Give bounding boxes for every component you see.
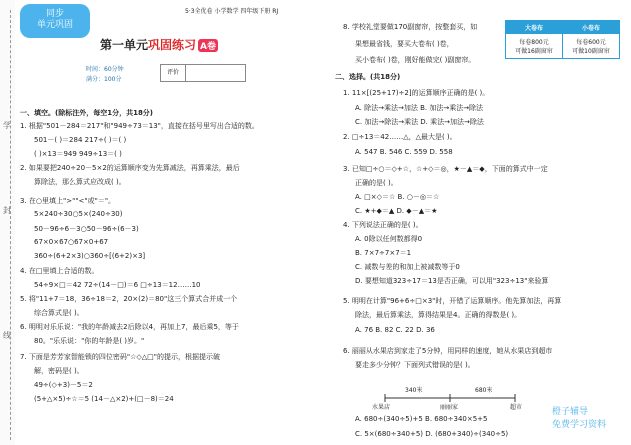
title-main: 第一单元 <box>100 38 149 52</box>
table-header: 小卷布 <box>563 21 620 34</box>
question-line: A. 680÷(340÷5)+5 B. 680÷340×5+5 <box>355 415 488 423</box>
section1-heading: 一、填空。(除标注外，每空1分，共18分) <box>20 109 154 117</box>
table-cell: 每卷600元 可做10副窗帘 <box>563 34 620 59</box>
book-info: 5·3全优卷 小学数学 四年级下册 RJ <box>185 8 279 15</box>
question-line: 8. 学校礼堂要做170副窗帘，按整套买，如 <box>343 23 478 31</box>
question-line: C. 5×(680÷340+5) D. (680+340)÷(340÷5) <box>355 430 509 438</box>
question-line: 2. 如果要把240÷20－5×2的运算顺序变为先算减法，再算乘法，最后 <box>20 164 240 172</box>
question-line: ( )×13＝949 949÷13＝( ) <box>34 150 122 158</box>
question-line: 4. 在□里填上合适的数。 <box>20 267 99 275</box>
question-line: 5×240÷30○5×(240÷30) <box>34 210 123 218</box>
question-line: 综合算式是( )。 <box>34 309 84 317</box>
question-line: 80。"乐乐说："你的年龄是( )岁。" <box>34 337 145 345</box>
question-line: 正确的是( )。 <box>355 179 398 187</box>
question-line: 5. 将"11+7＝18，36÷18＝2，20×(2)＝80"这三个算式合并成一个 <box>20 295 238 303</box>
question-line: B. 7×7÷7×7＝1 <box>355 249 412 257</box>
place-label: 水果店 <box>372 404 391 411</box>
distance-label: 340米 <box>405 387 423 394</box>
question-line: C. 减数与差的和加上被减数等于0 <box>355 263 460 271</box>
question-line: 501－( )＝284 217÷( )＝( ) <box>34 136 127 144</box>
question-line: 1. 11×[(25+17)÷2]的运算顺序正确的是( )。 <box>343 89 490 97</box>
question-line: 5. 明明在计算"96+6÷□×3"时，开错了运算顺序。他先算加法，再算 <box>343 297 562 305</box>
question-line: 50－96÷6－3○50－96÷(6－3) <box>34 225 139 233</box>
logo-line1: 同步 <box>45 9 64 19</box>
question-line: A. 547 B. 546 C. 559 D. 558 <box>355 148 453 156</box>
watermark-logo <box>552 406 628 440</box>
question-line: C. 加法→除法→乘法 D. 乘法→加法→除法 <box>355 118 484 126</box>
question-line: 4. 下列说法正确的是( )。 <box>343 221 423 229</box>
grade-label: 评价 <box>161 65 186 81</box>
time-info: 时间：60分钟 <box>86 66 124 73</box>
binding-margin <box>0 0 15 445</box>
question-line: 除法，最后算乘法，算得结果是4。正确的得数是( )。 <box>355 311 522 319</box>
table-header: 大卷布 <box>506 21 563 34</box>
question-line: 67×0×67○67×0+67 <box>34 238 109 246</box>
watermark-line2: 免费学习资料 <box>552 420 607 430</box>
series-logo <box>20 4 90 38</box>
question-line: 54÷9×□＝42 72÷(14－□)＝6 □÷13＝12……10 <box>34 281 201 289</box>
distance-label: 680米 <box>475 387 493 394</box>
question-line: 49÷(◇+3)－5＝2 <box>34 381 93 389</box>
place-label: 超市 <box>510 404 523 411</box>
margin-char: 线 <box>3 331 11 340</box>
question-line: 2. □÷13＝42……△，△最大是( )。 <box>343 133 457 141</box>
question-line: 要走多少分钟？下面列式错误的是( )。 <box>355 361 475 369</box>
question-line: 解，密码是( )。 <box>34 367 84 375</box>
question-line: 7. 下面是芳芳家智能锁的四位密码"☆◇△□"的提示，根据提示破 <box>20 353 220 361</box>
question-line: A. □×◇＝☆ B. ○－◎＝☆ <box>355 193 440 201</box>
question-line: 1. 根据"501－284＝217"和"949÷73＝13"，直接在括号里写出合适的数。 <box>20 122 259 130</box>
grade-box <box>160 64 246 82</box>
question-line: (5+△×5)÷☆＝5 (14－△×2)+(□－8)＝24 <box>34 395 174 403</box>
page-title <box>100 36 218 53</box>
score-info: 满分：100分 <box>86 76 122 83</box>
place-label: 丽丽家 <box>440 404 459 411</box>
table-cell: 每卷800元 可做16副窗帘 <box>506 34 563 59</box>
watermark-line1: 橙子辅导 <box>552 407 589 417</box>
price-table <box>505 20 620 59</box>
question-line: 算除法，那么算式应改成( )。 <box>34 178 126 186</box>
question-line: 3. 在○里填上">""<"或"＝"。 <box>20 197 116 205</box>
question-line: 6. 明明对乐乐说："我的年龄减去2后除以4，再加上7，最后乘5，等于 <box>20 323 239 331</box>
question-line: D. 要想知道323÷17＝13是否正确，可以用"323÷13"来验算 <box>355 277 549 285</box>
question-line: 6. 丽丽从水果店到家走了5分钟，用同样的速度，她从水果店到超市 <box>343 347 553 355</box>
margin-char: 封 <box>3 206 11 215</box>
question-line: 果想最省钱，要买大卷布( )卷， <box>355 40 454 48</box>
question-line: A. 76 B. 82 C. 22 D. 36 <box>355 326 435 334</box>
question-line: C. ★+◆＝▲ D. ◆－▲＝★ <box>355 207 438 215</box>
cut-line <box>10 10 11 440</box>
title-highlight: 巩固练习 <box>148 38 197 52</box>
question-line: A. 0除以任何数都得0 <box>355 235 423 243</box>
title-badge: A卷 <box>198 39 218 52</box>
question-line: 二、选择。(共18分) <box>335 73 401 81</box>
question-line: A. 除法→乘法→加法 B. 加法→乘法→除法 <box>355 104 484 112</box>
question-line: 3. 已知□÷○＝◇+☆，☆+◇＝◎，★－▲＝◆，下面的算式中一定 <box>343 165 548 173</box>
margin-char: 学 <box>3 121 11 130</box>
question-line: 买小卷布( )卷，刚好能做完( )副窗帘。 <box>355 56 476 64</box>
question-line: 360÷(6+2×3)○360÷[(6+2)×3] <box>34 252 146 260</box>
logo-line2: 单元巩固 <box>36 20 73 30</box>
